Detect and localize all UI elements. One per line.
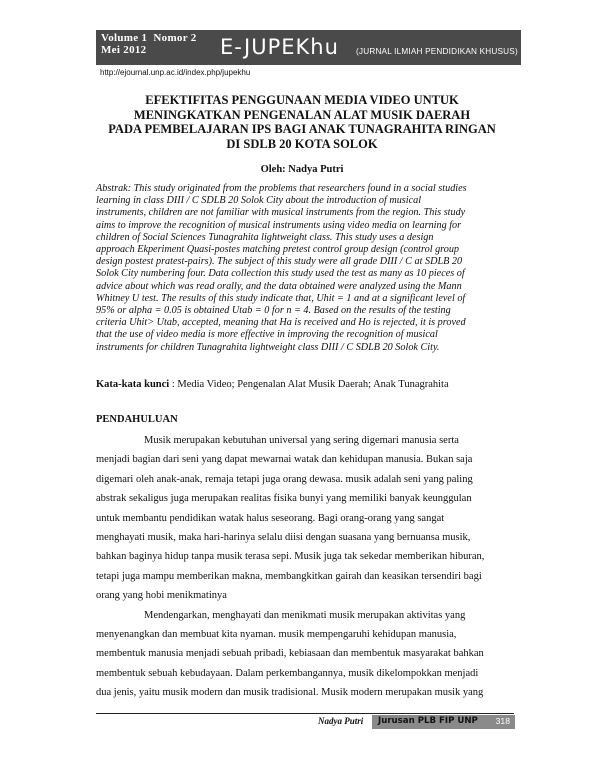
volume-label: Volume 1 <box>101 32 148 44</box>
body-text <box>96 431 508 703</box>
footer-rule <box>96 713 514 714</box>
body-line: menyenangkan dan membuat kita nyaman. musik mempengaruhi kehidupan manusia, <box>96 629 457 641</box>
abstract-line: Abstrak: This study originated from the problems that researchers found in a social studies <box>96 183 467 194</box>
abstract-line: approach Ekperiment Quasi-postes matching pretest control group design (control group <box>96 244 460 256</box>
abstract <box>96 183 508 354</box>
body-line: membentuk manusia menjadi sebuah pribadi, kebiasaan dan membentuk masyarakat bahkan <box>96 648 484 660</box>
body-line: Mendengarkan, menghayati dan menikmati musik merupakan aktivitas yang <box>144 609 466 621</box>
abstract-line: instruments, children are not familiar with musical instruments from the region. This study <box>96 207 466 219</box>
footer-journal-box <box>372 715 515 729</box>
keywords-text: : Media Video; Pengenalan Alat Musik Daerah; Anak Tunagrahita <box>169 379 449 390</box>
abstract-line: Whitney U test. The results of this study indicate that, Uhit = 1 and at a significant level of <box>96 292 466 304</box>
body-line: tetapi juga mampu memberikan makna, membangkitkan gairah dan keasikan tersendiri bagi <box>96 570 482 582</box>
abstract-line: design postest pratest-pairs). The subject of this study were all grade DIII / C at SDLB 20 <box>96 256 463 268</box>
keywords <box>96 379 516 390</box>
body-line: untuk membantu pendidikan watak halus seseorang. Bagi orang-orang yang sangat <box>96 512 445 524</box>
issue-info <box>101 32 197 56</box>
journal-brand: E-JUPEKhu <box>220 35 339 59</box>
abstract-line: instruments for children Tunagrahita lightweight class DIII / C SDLB 20 Solok City. <box>96 341 440 353</box>
number-label: Nomor 2 <box>153 32 197 44</box>
abstract-line: that the use of video media is more effective in improving the recognition of musical <box>96 329 438 341</box>
keywords-label: Kata-kata kunci <box>96 379 170 390</box>
body-line: membentuk sebuah kebudayaan. Dalam perkembangannya, musik dikelompokkan menjadi <box>96 667 479 679</box>
body-line: orang yang hobi menikmatinya <box>96 590 227 602</box>
title-line: EFEKTIFITAS PENGGUNAAN MEDIA VIDEO UNTUK <box>145 93 459 107</box>
body-line: digemari oleh anak-anak, remaja tetapi juga orang dewasa. musik adalah seni yang paling <box>96 473 473 485</box>
paper-author: Oleh: Nadya Putri <box>260 164 344 175</box>
section-heading: PENDAHULUAN <box>96 414 178 425</box>
footer-author: Nadya Putri <box>318 716 364 726</box>
abstract-line: Solok City numbering four. Data collection this study used the test as many as 10 pieces of <box>96 268 465 280</box>
title-line: MENINGKATKAN PENGENALAN ALAT MUSIK DAERAH <box>133 107 471 122</box>
journal-subtitle: (JURNAL ILMIAH PENDIDIKAN KHUSUS) <box>356 47 518 56</box>
body-line: Musik merupakan kebutuhan universal yang sering digemari manusia serta <box>144 435 459 446</box>
abstract-line: aims to improve the recognition of musical instruments using video media on learning for <box>96 219 462 231</box>
abstract-line: criteria Uhit> Utab, accepted, meaning that Ha is received and Ho is rejected, it is proved <box>96 317 466 329</box>
body-line: menjadi bagian dari seni yang dapat mewarnai watak dan kehidupan manusia. Bukan saja <box>96 454 473 466</box>
body-line: bahkan baginya hidup tanpa musik terasa sepi. Musik juga tak sekedar memberikan hiburan, <box>96 551 485 563</box>
title-line: DI SDLB 20 KOTA SOLOK <box>226 136 378 151</box>
journal-header-banner <box>96 30 521 65</box>
paper-title <box>96 93 508 151</box>
journal-url[interactable]: http://ejournal.unp.ac.id/index.php/jupekhu <box>100 68 251 77</box>
footer-journal: Jurusan PLB FIP UNP <box>378 716 478 726</box>
abstract-line: children of Social Sciences Tunagrahita lightweight class. This study uses a design <box>96 231 434 243</box>
abstract-line: learning in class DIII / C SDLB 20 Solok City about the introduction of musical <box>96 195 422 207</box>
body-line: abstrak sekaligus juga merupakan realitas fisika bunyi yang memiliki banyak keunggulan <box>96 493 472 505</box>
page-number: 318 <box>495 716 510 726</box>
date-label: Mei 2012 <box>101 44 147 56</box>
body-line: menghayati musik, maka hari-harinya selalu diisi dengan suasana yang bernuansa musik, <box>96 532 471 544</box>
title-line: PADA PEMBELAJARAN IPS BAGI ANAK TUNAGRAHITA RINGAN <box>108 122 496 136</box>
abstract-line: 95% or alpha = 0.05 is obtained Utab = 0 for n = 4. Based on the results of the testing <box>96 305 451 317</box>
abstract-line: advice about which was read orally, and the data obtained were analyzed using the Mann <box>96 280 462 292</box>
body-line: dua jenis, yaitu musik modern dan musik tradisional. Musik modern merupakan musik yang <box>96 687 484 699</box>
